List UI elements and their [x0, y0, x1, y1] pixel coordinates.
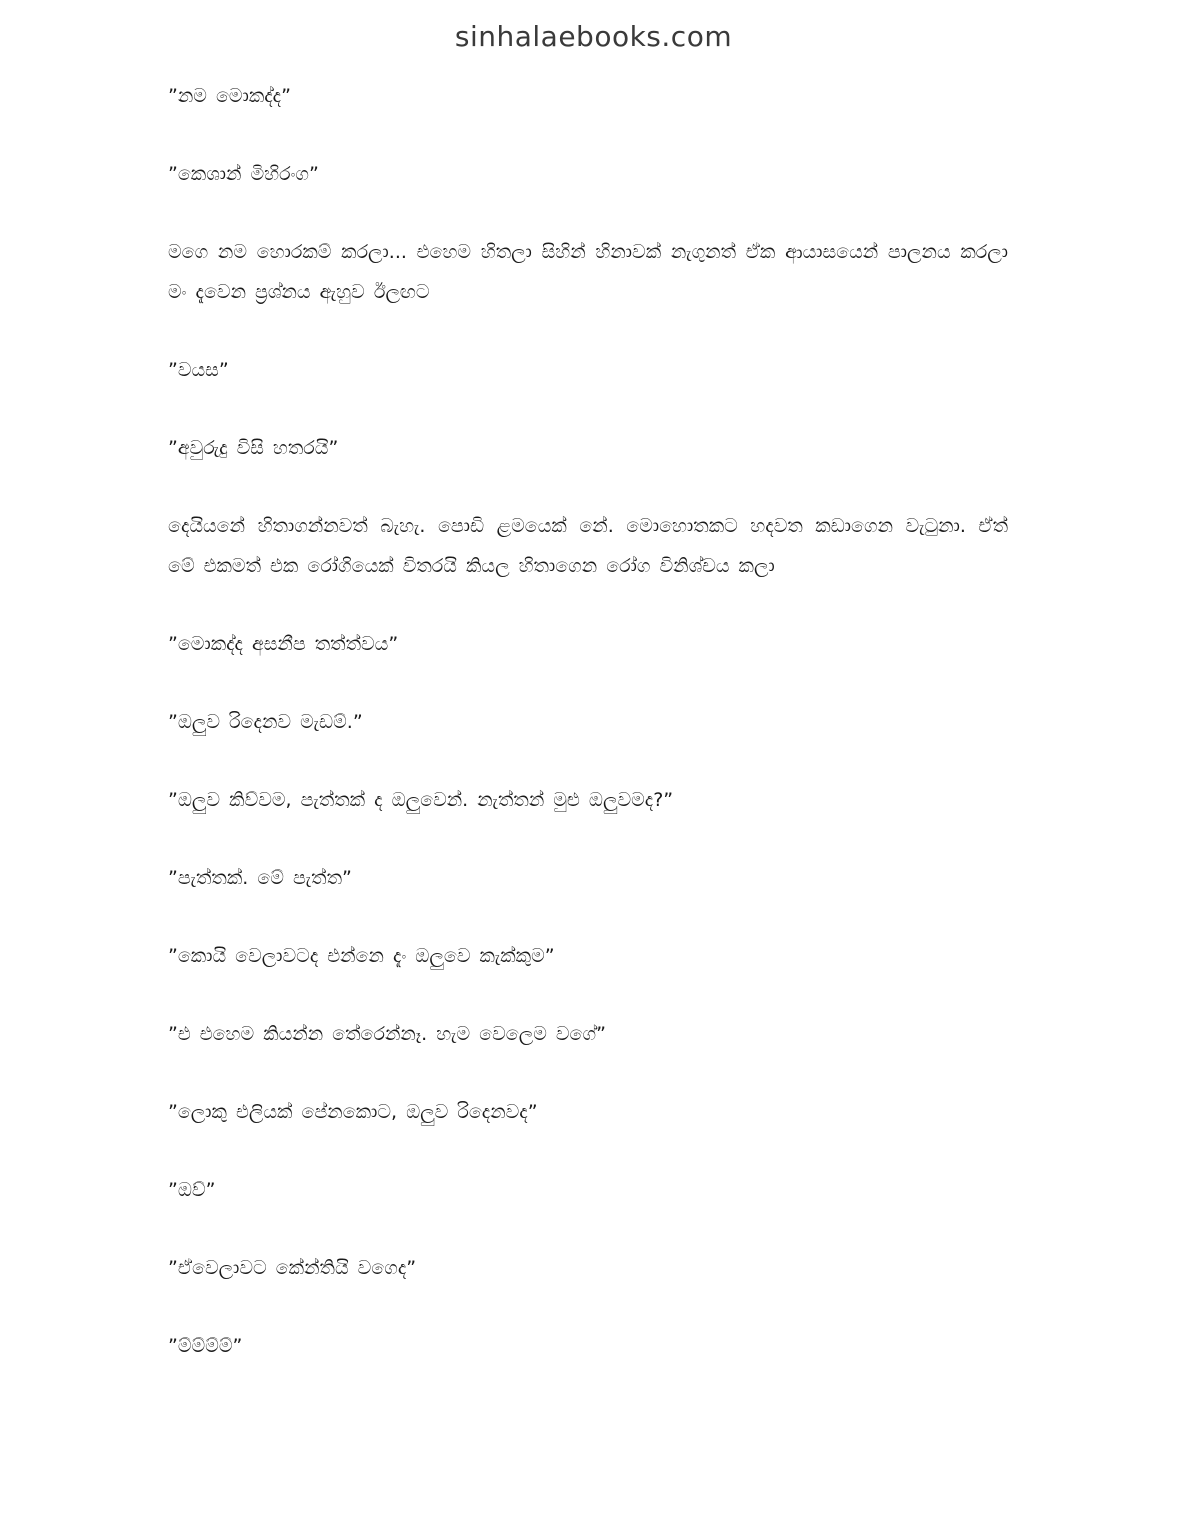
narration-paragraph: දෙයියනේ හිතාගන්නවත් බැහැ. පොඩි ළමයෙක් නේ. මොහොතකට හදවත කඩාගෙන වැටුනා. ඒත් මේ එකමත් එක රෝගියෙක් විතරයි කියල හිතාගෙන රෝග විනිශ්චය කලා	[168, 515, 1008, 577]
dialogue-line: ”අවුරුදු විසි හතරයි”	[168, 437, 339, 459]
dialogue-line: ”ඔව්”	[168, 1179, 216, 1201]
dialogue-line: ”ඔලුව රිදෙනව මැඩම්.”	[168, 711, 363, 733]
dialogue-line: ”මොකද්ද අසනීප තත්ත්වය”	[168, 633, 399, 655]
dialogue-line: ”එ එහෙම කියන්න තේරෙන්නෑ. හැම වෙලෙම වගේ”	[168, 1023, 606, 1045]
site-header-watermark: sinhalaebooks.com	[454, 20, 733, 53]
dialogue-line: ”කොයි වෙලාවටද එන්නෙ දැං ඔලුවෙ කැක්කුම”	[168, 945, 555, 967]
dialogue-line: ”ම්ම්ම්ම්”	[168, 1335, 243, 1357]
dialogue-line: ”නම මොකද්ද”	[168, 85, 291, 107]
narration-paragraph: මගෙ නම හොරකම් කරලා... එහෙම හිතලා සිහින් හිනාවක් නැගුනත් ඒක ආයාසයෙන් පාලනය කරලා මං දැවෙන ප්‍රශ්නය ඇහුව ඊලඟට	[168, 241, 1008, 303]
dialogue-line: ”ඔලුව කිව්වම, පැත්තක් ද ඔලුවෙන්. නැත්තන් මුළු ඔලුවමද?”	[168, 789, 674, 811]
dialogue-line: ”පැත්තක්. මේ පැත්ත”	[168, 867, 352, 889]
document-body	[168, 76, 1008, 1366]
dialogue-line: ”වයස”	[168, 359, 229, 381]
dialogue-line: ”ලොකු එලියක් පේනකොට, ඔලුව රිදෙනවද”	[168, 1101, 538, 1123]
dialogue-line: ”ඒවෙලාවට කේන්තියි වගෙද”	[168, 1257, 417, 1279]
dialogue-line: ”කෙශාන් මිහිරංග”	[168, 163, 319, 185]
